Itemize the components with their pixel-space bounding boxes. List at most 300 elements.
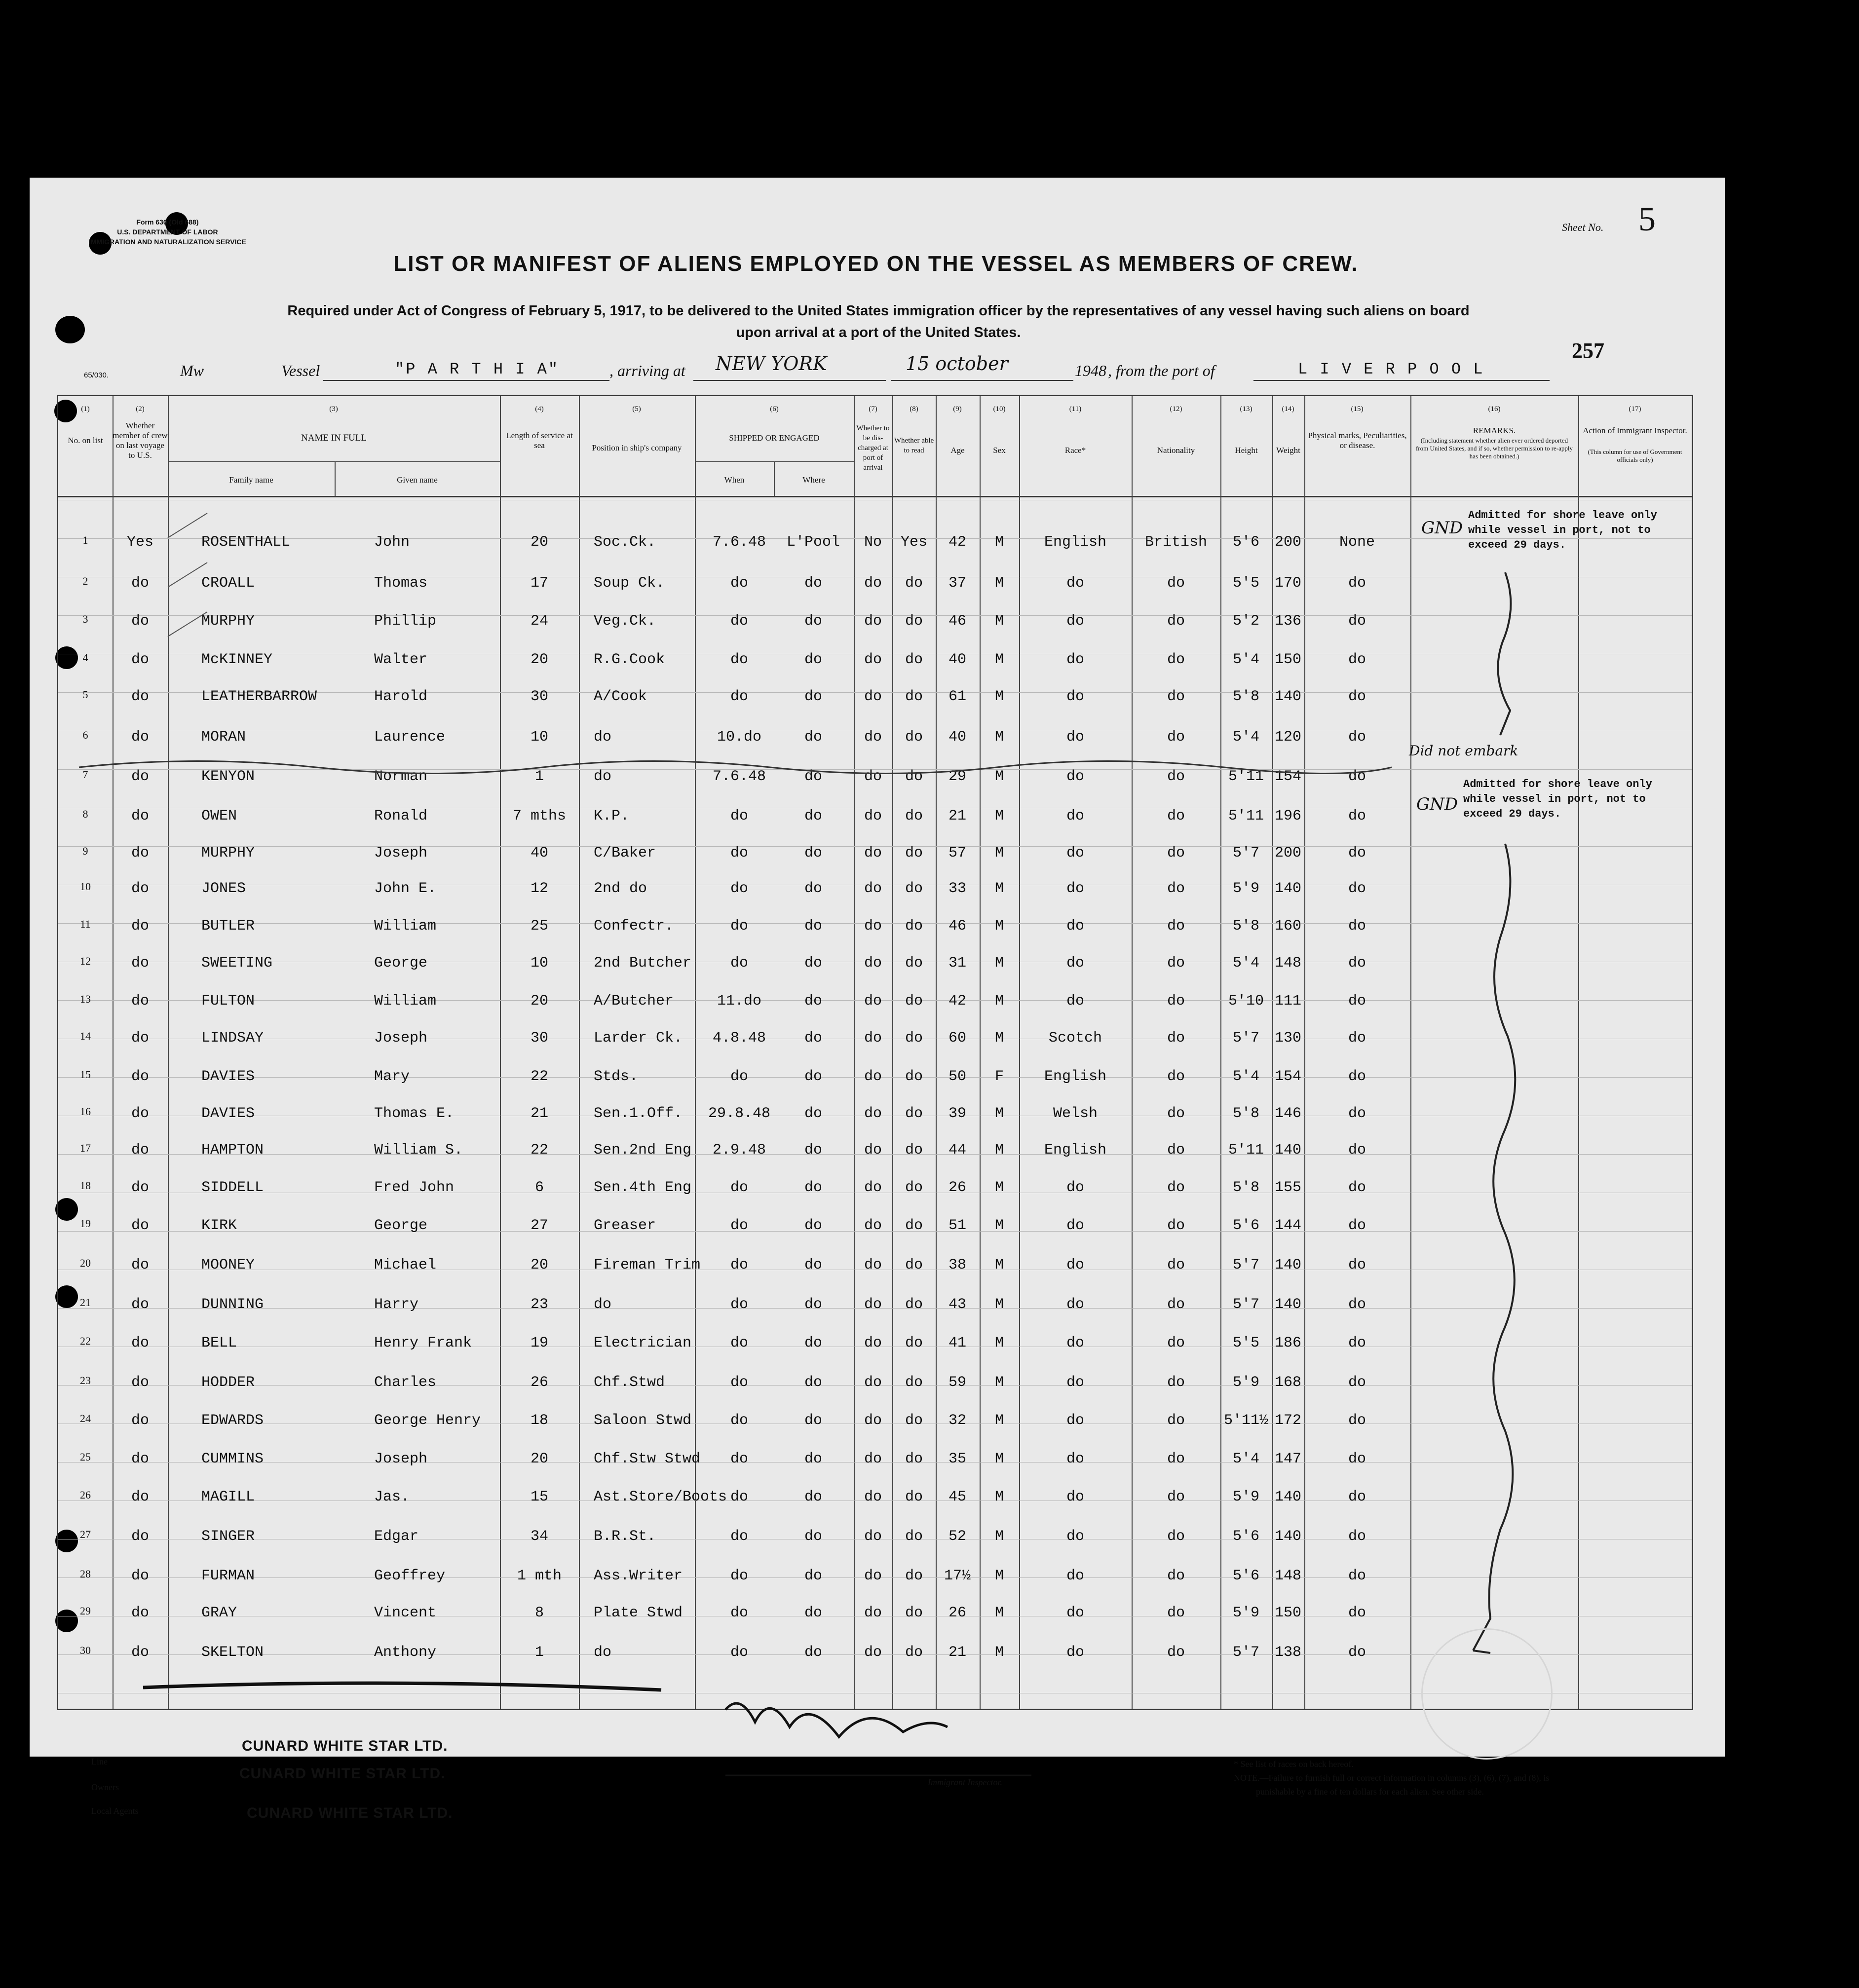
cell-age: 33 (948, 880, 966, 897)
cell-where: do (804, 1568, 822, 1584)
cell-disch: do (864, 1105, 882, 1122)
cell-nationality: do (1167, 1412, 1185, 1429)
column-number: (1) (81, 405, 90, 413)
cell-position: do (594, 729, 612, 746)
cell-age: 40 (948, 651, 966, 668)
cell-physical: do (1348, 729, 1366, 746)
cell-when: do (730, 613, 748, 630)
cell-length: 30 (530, 1030, 548, 1047)
cell-weight: 120 (1274, 729, 1301, 746)
cell-age: 52 (948, 1528, 966, 1545)
cell-length: 12 (530, 880, 548, 897)
cell-nationality: do (1167, 1142, 1185, 1159)
column-number: (17) (1629, 405, 1641, 413)
header-height: Height (1235, 446, 1258, 455)
cell-position: Greaser (594, 1217, 656, 1234)
cell-where: do (804, 1296, 822, 1313)
cell-read: do (905, 1296, 923, 1313)
cell-position: Soc.Ck. (594, 534, 656, 551)
cell-given: Geoffrey (374, 1568, 446, 1584)
cell-age: 21 (948, 1644, 966, 1661)
cell-disch: do (864, 1489, 882, 1505)
cell-race: do (1066, 1374, 1084, 1391)
cell-member: do (131, 1412, 149, 1429)
cell-height: 5'6 (1232, 1568, 1259, 1584)
cell-disch: do (864, 955, 882, 972)
cell-length: 7 mths (512, 808, 567, 825)
cell-age: 60 (948, 1030, 966, 1047)
cell-disch: No (864, 534, 882, 551)
vessel-name: "P A R T H I A" (395, 360, 560, 378)
cell-read: do (905, 1257, 923, 1274)
cell-disch: do (864, 880, 882, 897)
cell-race: do (1066, 1528, 1084, 1545)
cell-height: 5'6 (1232, 1528, 1259, 1545)
cell-read: do (905, 808, 923, 825)
cell-length: 25 (530, 918, 548, 935)
cell-nationality: do (1167, 808, 1185, 825)
cell-physical: do (1348, 768, 1366, 785)
cell-race: do (1066, 1217, 1084, 1234)
cell-physical: do (1348, 845, 1366, 862)
cell-where: do (804, 880, 822, 897)
cell-sex: M (994, 651, 1004, 668)
cell-no: 19 (80, 1217, 91, 1230)
cell-family: HAMPTON (201, 1142, 264, 1159)
cell-race: do (1066, 1412, 1084, 1429)
cell-where: do (804, 1644, 822, 1661)
cell-height: 5'8 (1232, 1105, 1259, 1122)
cell-height: 5'11 (1228, 1142, 1264, 1159)
form-code: 65/030. (84, 371, 109, 379)
cell-physical: do (1348, 575, 1366, 592)
owners-label: Owners (91, 1782, 119, 1792)
cell-physical: do (1348, 688, 1366, 705)
remark-initials-2: GND (1416, 794, 1458, 814)
cell-member: do (131, 1644, 149, 1661)
cell-height: 5'5 (1232, 1335, 1259, 1351)
cell-position: 2nd Butcher (594, 955, 692, 972)
cell-where: do (804, 1451, 822, 1467)
vessel-label: Vessel (281, 362, 320, 379)
department-name: U.S. DEPARTMENT OF LABOR (117, 228, 218, 236)
cell-disch: do (864, 1335, 882, 1351)
cell-physical: do (1348, 1217, 1366, 1234)
cell-disch: do (864, 575, 882, 592)
cell-physical: do (1348, 918, 1366, 935)
cell-weight: 140 (1274, 880, 1301, 897)
cell-when: do (730, 1605, 748, 1621)
cell-family: DAVIES (201, 1068, 255, 1085)
cell-given: Charles (374, 1374, 437, 1391)
cell-read: do (905, 1489, 923, 1505)
cell-member: do (131, 808, 149, 825)
cell-nationality: do (1167, 955, 1185, 972)
cell-given: George (374, 1217, 428, 1234)
cell-position: Sen.4th Eng (594, 1179, 692, 1196)
cell-member: do (131, 1179, 149, 1196)
column-number: (7) (869, 405, 877, 413)
cell-physical: do (1348, 1179, 1366, 1196)
cell-physical: do (1348, 1105, 1366, 1122)
column-number: (6) (770, 405, 779, 413)
cell-family: McKINNEY (201, 651, 273, 668)
cell-position: Sen.2nd Eng (594, 1142, 692, 1159)
cell-weight: 196 (1274, 808, 1301, 825)
cell-nationality: do (1167, 729, 1185, 746)
cell-sex: M (994, 729, 1004, 746)
cell-age: 59 (948, 1374, 966, 1391)
cell-no: 4 (82, 651, 88, 664)
cell-no: 3 (82, 613, 88, 625)
cell-no: 17 (80, 1142, 91, 1154)
cell-position: Soup Ck. (594, 575, 665, 592)
cell-race: do (1066, 1451, 1084, 1467)
cell-member: do (131, 1568, 149, 1584)
cell-race: do (1066, 1568, 1084, 1584)
cell-race: do (1066, 918, 1084, 935)
cell-physical: do (1348, 1257, 1366, 1274)
cell-length: 20 (530, 1257, 548, 1274)
cell-no: 1 (82, 534, 88, 546)
cell-no: 18 (80, 1179, 91, 1192)
cell-read: do (905, 1217, 923, 1234)
cell-weight: 140 (1274, 1489, 1301, 1505)
cell-race: do (1066, 880, 1084, 897)
cell-read: do (905, 1142, 923, 1159)
arrival-date: 15 october (906, 353, 1008, 375)
cell-given: Harry (374, 1296, 419, 1313)
cell-no: 2 (82, 575, 88, 587)
cell-nationality: do (1167, 1489, 1185, 1505)
cell-when: do (730, 1217, 748, 1234)
cell-age: 26 (948, 1179, 966, 1196)
cell-age: 43 (948, 1296, 966, 1313)
cell-nationality: do (1167, 575, 1185, 592)
cell-length: 40 (530, 845, 548, 862)
cell-read: do (905, 688, 923, 705)
cell-when: do (730, 1335, 748, 1351)
cell-race: do (1066, 729, 1084, 746)
inspector-label: Immigrant Inspector. (928, 1777, 1002, 1787)
cell-read: do (905, 993, 923, 1010)
header-where: Where (802, 475, 825, 485)
cell-disch: do (864, 1030, 882, 1047)
cell-given: William S. (374, 1142, 463, 1159)
cell-family: BELL (201, 1335, 237, 1351)
cell-family: MOONEY (201, 1257, 255, 1274)
cell-member: Yes (126, 534, 153, 551)
cell-position: Plate Stwd (594, 1605, 683, 1621)
cell-where: do (804, 613, 822, 630)
year: 1948 (1075, 362, 1106, 379)
cell-age: 21 (948, 808, 966, 825)
cell-length: 23 (530, 1296, 548, 1313)
cell-length: 1 (534, 768, 544, 785)
cell-member: do (131, 575, 149, 592)
cell-disch: do (864, 1068, 882, 1085)
cell-age: 31 (948, 955, 966, 972)
column-number: (9) (953, 405, 962, 413)
cell-no: 11 (80, 918, 91, 930)
mw-label: Mw (180, 362, 204, 379)
owners-company: CUNARD WHITE STAR LTD. (239, 1765, 446, 1782)
cell-height: 5'8 (1232, 1179, 1259, 1196)
cell-no: 23 (80, 1374, 91, 1387)
cell-weight: 140 (1274, 688, 1301, 705)
cell-race: do (1066, 1489, 1084, 1505)
cell-given: Anthony (374, 1644, 437, 1661)
cell-family: SIDDELL (201, 1179, 264, 1196)
cell-nationality: do (1167, 845, 1185, 862)
line-label: Line (91, 1757, 108, 1766)
cell-sex: M (994, 768, 1004, 785)
header-remarks-note: (Including statement whether alien ever ordered deported from United States, and if so, whether permission to re-apply has been obtained.) (1415, 437, 1573, 460)
cell-physical: do (1348, 1412, 1366, 1429)
cell-disch: do (864, 1296, 882, 1313)
cell-no: 6 (82, 729, 88, 741)
header-race: Race* (1064, 446, 1086, 455)
header-given-name: Given name (397, 475, 438, 485)
cell-weight: 147 (1274, 1451, 1301, 1467)
cell-given: Thomas E. (374, 1105, 455, 1122)
cell-nationality: do (1167, 768, 1185, 785)
cell-no: 21 (80, 1296, 91, 1309)
cell-when: do (730, 845, 748, 862)
cell-weight: 172 (1274, 1412, 1301, 1429)
cell-sex: M (994, 1217, 1004, 1234)
cell-height: 5'7 (1232, 1030, 1259, 1047)
cell-disch: do (864, 1451, 882, 1467)
cell-where: do (804, 1179, 822, 1196)
cell-disch: do (864, 1217, 882, 1234)
cell-where: do (804, 993, 822, 1010)
cell-race: do (1066, 1605, 1084, 1621)
cell-where: do (804, 729, 822, 746)
cell-member: do (131, 1068, 149, 1085)
official-seal (1421, 1628, 1553, 1760)
cell-member: do (131, 688, 149, 705)
cell-position: Ast.Store/Boots (594, 1489, 727, 1505)
cell-race: do (1066, 1296, 1084, 1313)
cell-member: do (131, 651, 149, 668)
penalty-note-2: punishable by a fine of ten dollars for each alien. See other side. (1256, 1787, 1484, 1797)
cell-sex: M (994, 534, 1004, 551)
remark-did-not-embark: Did not embark (1409, 743, 1518, 759)
cell-when: do (730, 1068, 748, 1085)
cell-age: 26 (948, 1605, 966, 1621)
page-title: LIST OR MANIFEST OF ALIENS EMPLOYED ON THE VESSEL AS MEMBERS OF CREW. (393, 252, 1359, 276)
cell-read: do (905, 1451, 923, 1467)
cell-given: Harold (374, 688, 428, 705)
cell-nationality: do (1167, 1374, 1185, 1391)
cell-race: do (1066, 575, 1084, 592)
cell-length: 19 (530, 1335, 548, 1351)
cell-sex: M (994, 1105, 1004, 1122)
cell-length: 22 (530, 1142, 548, 1159)
cell-no: 14 (80, 1030, 91, 1042)
cell-member: do (131, 1217, 149, 1234)
cell-sex: M (994, 845, 1004, 862)
cell-sex: M (994, 918, 1004, 935)
cell-length: 8 (534, 1605, 544, 1621)
cell-family: CROALL (201, 575, 255, 592)
cell-disch: do (864, 918, 882, 935)
cell-length: 30 (530, 688, 548, 705)
cell-family: KENYON (201, 768, 255, 785)
header-physical: Physical marks, Peculiarities, or disease. (1308, 431, 1407, 450)
cell-no: 27 (80, 1528, 91, 1540)
cell-family: MURPHY (201, 845, 255, 862)
cell-given: Vincent (374, 1605, 437, 1621)
cell-family: JONES (201, 880, 246, 897)
cell-family: LINDSAY (201, 1030, 264, 1047)
cell-given: Henry Frank (374, 1335, 472, 1351)
column-number: (15) (1351, 405, 1364, 413)
cell-read: do (905, 1068, 923, 1085)
cell-length: 10 (530, 729, 548, 746)
cell-weight: 148 (1274, 1568, 1301, 1584)
cell-length: 34 (530, 1528, 548, 1545)
cell-weight: 150 (1274, 651, 1301, 668)
cell-no: 7 (82, 768, 88, 781)
cell-height: 5'7 (1232, 1257, 1259, 1274)
cell-when: 11.do (717, 993, 761, 1010)
cell-where: do (804, 575, 822, 592)
cell-no: 8 (82, 808, 88, 820)
cell-read: do (905, 768, 923, 785)
column-number: (10) (993, 405, 1006, 413)
cell-when: 2.9.48 (712, 1142, 766, 1159)
cell-weight: 148 (1274, 955, 1301, 972)
cell-disch: do (864, 688, 882, 705)
cell-nationality: do (1167, 1257, 1185, 1274)
cell-position: Sen.1.Off. (594, 1105, 683, 1122)
cell-disch: do (864, 1568, 882, 1584)
cell-length: 21 (530, 1105, 548, 1122)
cell-physical: do (1348, 651, 1366, 668)
cell-member: do (131, 1451, 149, 1467)
cell-nationality: do (1167, 880, 1185, 897)
cell-given: Joseph (374, 1451, 428, 1467)
column-number: (16) (1488, 405, 1501, 413)
cell-when: do (730, 880, 748, 897)
cell-where: do (804, 1030, 822, 1047)
cell-where: do (804, 768, 822, 785)
cell-sex: M (994, 1030, 1004, 1047)
cell-sex: M (994, 808, 1004, 825)
cell-length: 24 (530, 613, 548, 630)
cell-position: Chf.Stw Stwd (594, 1451, 701, 1467)
cell-read: do (905, 1528, 923, 1545)
cell-member: do (131, 1489, 149, 1505)
cell-family: SINGER (201, 1528, 255, 1545)
cell-race: Welsh (1053, 1105, 1098, 1122)
cell-height: 5'4 (1232, 651, 1259, 668)
cell-read: do (905, 1179, 923, 1196)
cell-position: Fireman Trim (594, 1257, 701, 1274)
cell-race: do (1066, 845, 1084, 862)
cell-race: do (1066, 955, 1084, 972)
cell-disch: do (864, 1179, 882, 1196)
column-number: (5) (632, 405, 641, 413)
cell-position: Confectr. (594, 918, 674, 935)
cell-read: do (905, 1644, 923, 1661)
cell-sex: M (994, 1257, 1004, 1274)
cell-position: do (594, 1644, 612, 1661)
cell-height: 5'5 (1232, 575, 1259, 592)
cell-position: do (594, 1296, 612, 1313)
cell-weight: 140 (1274, 1142, 1301, 1159)
cell-family: GRAY (201, 1605, 237, 1621)
cell-given: Walter (374, 651, 428, 668)
cell-where: do (804, 1257, 822, 1274)
races-note: * See list of races on back hereof. (1234, 1759, 1354, 1769)
cell-height: 5'11½ (1223, 1412, 1268, 1429)
from-port: L I V E R P O O L (1298, 360, 1484, 378)
cell-nationality: do (1167, 1179, 1185, 1196)
header-action-note: (This column for use of Government officials only) (1588, 448, 1682, 463)
cell-given: Jas. (374, 1489, 410, 1505)
cell-length: 27 (530, 1217, 548, 1234)
cell-when: do (730, 955, 748, 972)
cell-sex: M (994, 993, 1004, 1010)
cell-race: do (1066, 1335, 1084, 1351)
cell-no: 13 (80, 993, 91, 1005)
cell-family: MAGILL (201, 1489, 255, 1505)
cell-age: 61 (948, 688, 966, 705)
header-remarks: REMARKS. (1473, 426, 1516, 435)
cell-height: 5'6 (1232, 1217, 1259, 1234)
cell-where: do (804, 1142, 822, 1159)
cell-height: 5'11 (1228, 768, 1264, 785)
cell-where: do (804, 808, 822, 825)
cell-race: Scotch (1048, 1030, 1102, 1047)
cell-weight: 154 (1274, 768, 1301, 785)
cell-disch: do (864, 768, 882, 785)
cell-nationality: do (1167, 1105, 1185, 1122)
cell-height: 5'7 (1232, 1644, 1259, 1661)
agents-company: CUNARD WHITE STAR LTD. (247, 1805, 453, 1821)
cell-weight: 140 (1274, 1528, 1301, 1545)
cell-no: 28 (80, 1568, 91, 1580)
cell-age: 46 (948, 918, 966, 935)
cell-sex: M (994, 1451, 1004, 1467)
cell-disch: do (864, 651, 882, 668)
cell-where: L'Pool (786, 534, 840, 551)
cell-given: John E. (374, 880, 437, 897)
remark-shore-leave-1: Admitted for shore leave only while vessel in port, not to exceed 29 days. (1468, 509, 1657, 551)
cell-nationality: do (1167, 651, 1185, 668)
cell-length: 10 (530, 955, 548, 972)
cell-member: do (131, 993, 149, 1010)
cell-nationality: do (1167, 993, 1185, 1010)
cell-no: 24 (80, 1412, 91, 1425)
cell-weight: 130 (1274, 1030, 1301, 1047)
cell-disch: do (864, 845, 882, 862)
cell-nationality: do (1167, 1335, 1185, 1351)
header-length-service: Length of service at sea (506, 431, 573, 450)
cell-when: do (730, 651, 748, 668)
cell-height: 5'4 (1232, 955, 1259, 972)
header-discharged: Whether to be dis-charged at port of arrival (856, 424, 890, 472)
cell-position: Saloon Stwd (594, 1412, 692, 1429)
cell-when: do (730, 1568, 748, 1584)
cell-length: 26 (530, 1374, 548, 1391)
cell-position: R.G.Cook (594, 651, 665, 668)
cell-height: 5'7 (1232, 845, 1259, 862)
arriving-label: , arriving at (609, 362, 685, 379)
